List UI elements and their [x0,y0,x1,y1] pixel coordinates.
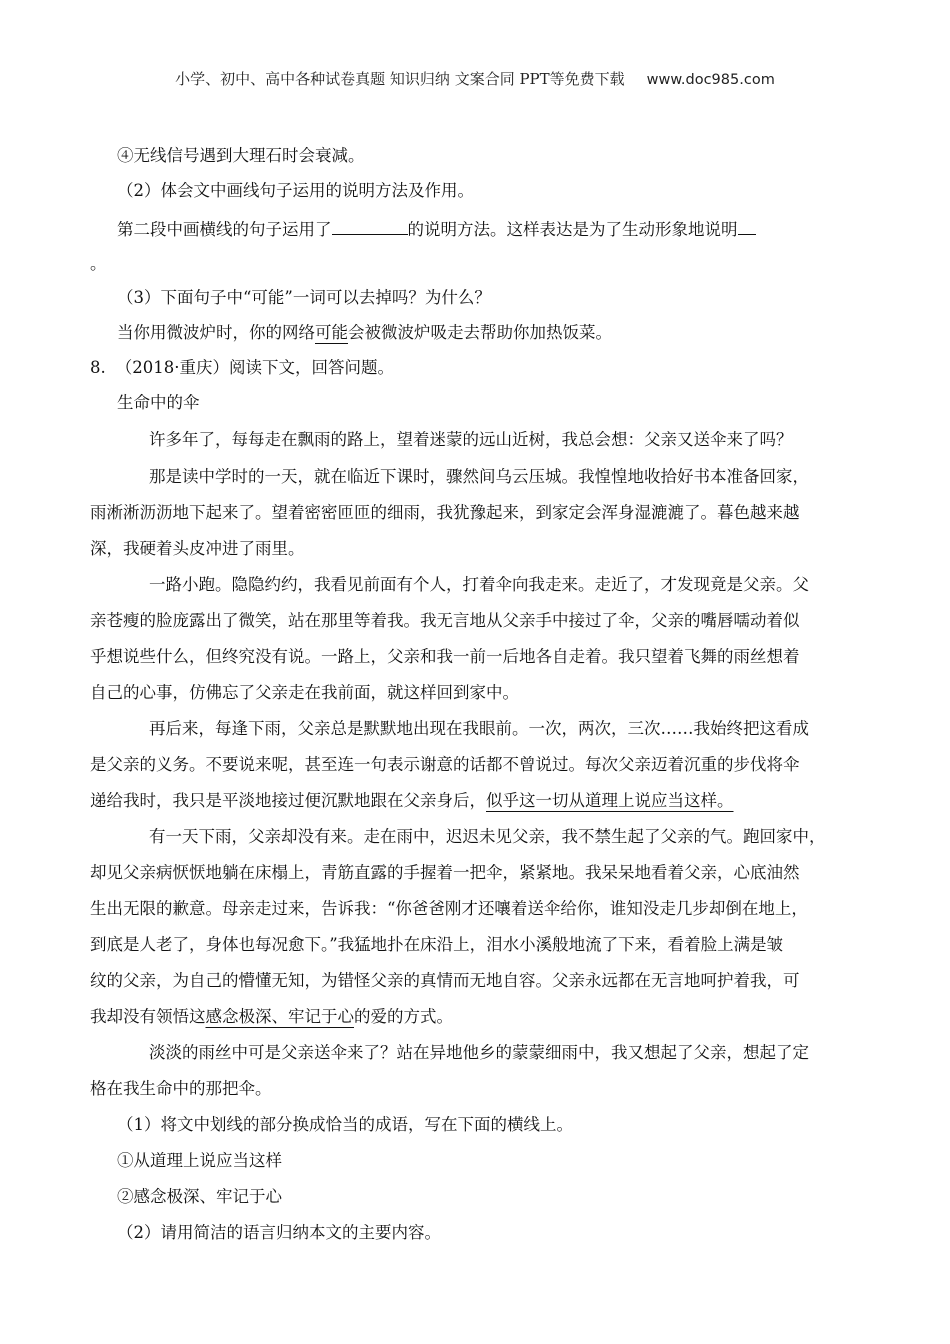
answer-blank-2[interactable] [738,218,756,235]
question-1: （1）将文中划线的部分换成恰当的成语，写在下面的横线上。 [117,1115,573,1134]
passage-line: 许多年了，每每走在飘雨的路上，望着迷蒙的远山近树，我总会想：父亲又送伞来了吗？ [149,430,793,449]
passage-line: 深，我硬着头皮冲进了雨里。 [90,539,305,558]
prev-q2-line [117,218,756,239]
prev-q2-b: 的说明方法。这样表达是为了生动形象地说明 [407,220,738,239]
passage-line: 自己的心事，仿佛忘了父亲走在我前面，就这样回到家中。 [90,683,519,702]
passage-title: 生命中的伞 [117,393,200,412]
underlined-phrase-1: 似乎这一切从道理上说应当这样。 [486,791,734,810]
prev-item4: ④无线信号遇到大理石时会衰减。 [117,146,365,165]
passage-line: 有一天下雨，父亲却没有来。走在雨中，迟迟未见父亲，我不禁生起了父亲的气。跑回家中， [149,827,826,846]
passage-line: 格在我生命中的那把伞。 [90,1079,272,1098]
prev-q2: （2）体会文中画线句子运用的说明方法及作用。 [117,181,474,200]
answer-blank-1[interactable] [332,218,408,235]
passage-line [90,1009,453,1026]
question-1-item-2: ②感念极深、牢记于心 [117,1187,282,1206]
passage-text: 递给我时，我只是平淡地接过便沉默地跟在父亲身后， [90,791,486,810]
passage-line [90,793,734,810]
prev-q3-line [117,325,612,342]
passage-line: 那是读中学时的一天，就在临近下课时，骤然间乌云压城。我惶惶地收拾好书本准备回家， [149,467,809,486]
passage-line: 亲苍瘦的脸庞露出了微笑，站在那里等着我。我无言地从父亲手中接过了伞，父亲的嘴唇嚅动着似 [90,611,800,630]
q8-number: 8. [90,358,106,377]
prev-q3: （3）下面句子中“可能”一词可以去掉吗？为什么？ [117,288,491,307]
passage-line: 雨淅淅沥沥地下起来了。望着密密匝匝的细雨，我犹豫起来，到家定会浑身湿漉漉了。暮色越来越 [90,503,800,522]
passage-line: 却见父亲病恹恹地躺在床榻上，青筋直露的手握着一把伞，紧紧地。我呆呆地看着父亲，心底油然 [90,863,800,882]
passage-line: 到底是人老了，身体也每况愈下。”我猛地扑在床沿上，泪水小溪般地流了下来，看着脸上满是皱 [90,935,784,954]
passage-line: 淡淡的雨丝中可是父亲送伞来了？站在异地他乡的蒙蒙细雨中，我又想起了父亲，想起了定 [149,1043,809,1062]
header-site: www.doc985.com [646,72,775,88]
passage-line: 再后来，每逢下雨，父亲总是默默地出现在我眼前。一次，两次，三次……我始终把这看成 [149,719,809,738]
q8-heading [90,360,394,377]
passage-line: 是父亲的义务。不要说来呢，甚至连一句表示谢意的话都不曾说过。每次父亲迈着沉重的步伐将伞 [90,755,800,774]
underlined-word: 可能 [315,323,348,342]
q8-intro: （2018·重庆）阅读下文，回答问题。 [115,358,394,377]
passage-line: 纹的父亲，为自己的懵懂无知，为错怪父亲的真情而无地自容。父亲永远都在无言地呵护着我，可 [90,971,800,990]
passage-line: 乎想说些什么，但终究没有说。一路上，父亲和我一前一后地各自走着。我只望着飞舞的雨丝想着 [90,647,800,666]
question-1-item-1: ①从道理上说应当这样 [117,1151,282,1170]
header-text: 小学、初中、高中各种试卷真题 知识归纳 文案合同 PPT等免费下载 [175,70,625,88]
passage-line: 一路小跑。隐隐约约，我看见前面有个人，打着伞向我走来。走近了，才发现竟是父亲。父 [149,575,809,594]
prev-q2-end: 。 [90,254,107,273]
passage-line: 生出无限的歉意。母亲走过来，告诉我：“你爸爸刚才还嚷着送伞给你，谁知没走几步却倒在地上， [90,899,808,918]
prev-q2-a: 第二段中画横线的句子运用了 [117,220,332,239]
page-header [0,68,950,89]
question-2: （2）请用简洁的语言归纳本文的主要内容。 [117,1223,441,1242]
passage-text: 的爱的方式。 [354,1007,453,1026]
prev-q3-a: 当你用微波炉时，你的网络 [117,323,315,342]
underlined-phrase-2: 感念极深、牢记于心 [205,1007,354,1026]
prev-q3-b: 会被微波炉吸走去帮助你加热饭菜。 [348,323,612,342]
passage-text: 我却没有领悟这 [90,1007,206,1026]
